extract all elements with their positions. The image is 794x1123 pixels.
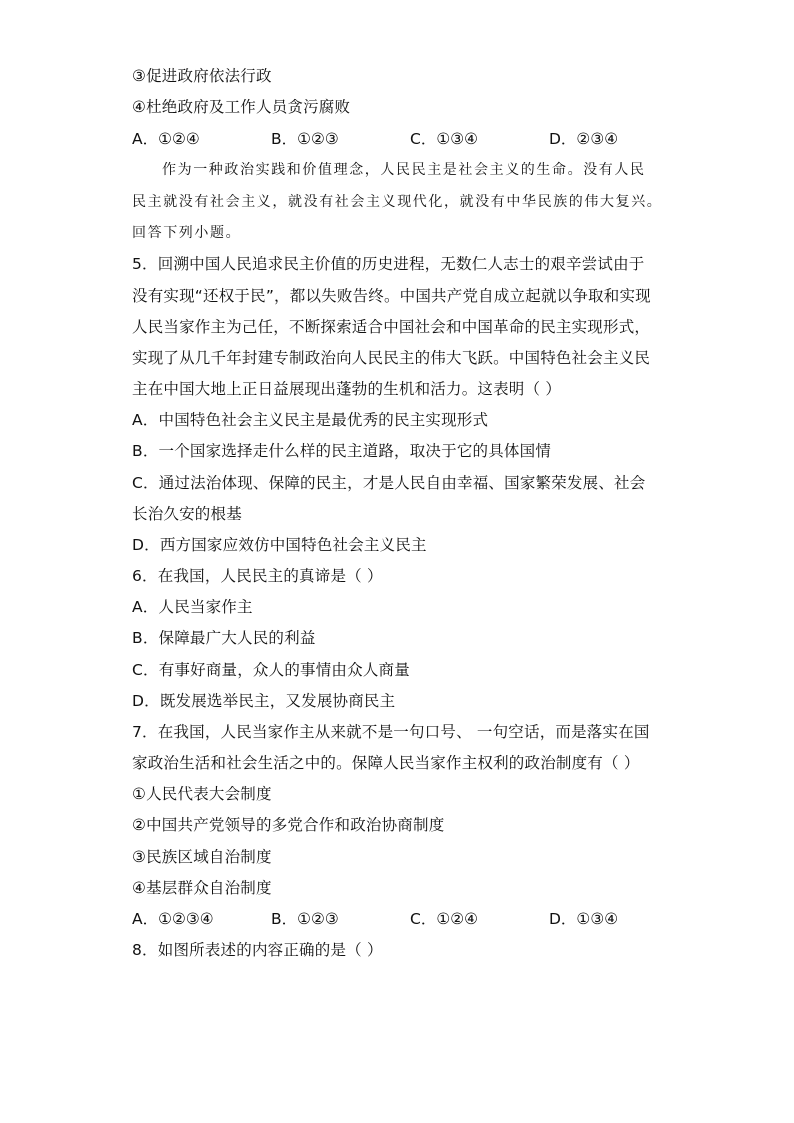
q7-option-a[interactable]: A．①②③④ xyxy=(132,910,214,928)
q6-stem: 6．在我国，人民民主的真谛是（ ） xyxy=(132,567,383,585)
q6-option-a[interactable]: A．人民当家作主 xyxy=(132,598,253,616)
prev-option-b[interactable]: B．①②③ xyxy=(271,130,339,148)
material-line-1: 作为一种政治实践和价值理念，人民民主是社会主义的生命。没有人民 xyxy=(162,162,646,178)
statement-4: ④杜绝政府及工作人员贪污腐败 xyxy=(132,98,351,116)
q5-option-a[interactable]: A．中国特色社会主义民主是最优秀的民主实现形式 xyxy=(132,411,489,429)
q5-stem-line-5: 主在中国大地上正日益展现出蓬勃的生机和活力。这表明（ ） xyxy=(132,380,562,398)
prev-option-d[interactable]: D．②③④ xyxy=(549,130,619,148)
q8-stem: 8．如图所表述的内容正确的是（ ） xyxy=(132,941,383,959)
prev-option-a[interactable]: A．①②④ xyxy=(132,130,200,148)
q5-option-c-cont: 长治久安的根基 xyxy=(132,505,242,523)
q7-stem-line-1: 7．在我国，人民当家作主从来就不是一句口号、 一句空话，而是落实在国 xyxy=(132,723,650,741)
q7-option-d[interactable]: D．①③④ xyxy=(549,910,619,928)
q7-stem-line-2: 家政治生活和社会生活之中的。保障人民当家作主权利的政治制度有（ ） xyxy=(132,754,640,772)
q7-statement-1: ①人民代表大会制度 xyxy=(132,785,272,803)
q7-statement-4: ④基层群众自治制度 xyxy=(132,879,272,897)
q7-option-b[interactable]: B．①②③ xyxy=(271,910,339,928)
q7-statement-2: ②中国共产党领导的多党合作和政治协商制度 xyxy=(132,816,445,834)
q6-option-d[interactable]: D．既发展选举民主，又发展协商民主 xyxy=(132,692,396,710)
q5-option-c[interactable]: C．通过法治体现、保障的民主，才是人民自由幸福、国家繁荣发展、社会 xyxy=(132,474,646,492)
material-line-3: 回答下列小题。 xyxy=(132,225,242,241)
q5-stem-line-1: 5．回溯中国人民追求民主价值的历史进程，无数仁人志士的艰辛尝试由于 xyxy=(132,255,645,273)
q5-option-d[interactable]: D．西方国家应效仿中国特色社会主义民主 xyxy=(132,536,427,554)
q7-option-c[interactable]: C．①②④ xyxy=(410,910,479,928)
q7-statement-3: ③民族区域自治制度 xyxy=(132,848,272,866)
statement-3: ③促进政府依法行政 xyxy=(132,67,272,85)
q5-stem-line-2: 没有实现“还权于民”，都以失败告终。中国共产党自成立起就以争取和实现 xyxy=(132,287,651,305)
q5-stem-line-3: 人民当家作主为己任，不断探索适合中国社会和中国革命的民主实现形式， xyxy=(132,318,651,336)
q5-stem-line-4: 实现了从几千年封建专制政治向人民民主的伟大飞跃。中国特色社会主义民 xyxy=(132,349,651,367)
q5-option-b[interactable]: B．一个国家选择走什么样的民主道路，取决于它的具体国情 xyxy=(132,442,552,460)
q6-option-c[interactable]: C．有事好商量，众人的事情由众人商量 xyxy=(132,661,410,679)
material-line-2: 民主就没有社会主义，就没有社会主义现代化，就没有中华民族的伟大复兴。 xyxy=(132,194,663,210)
q6-option-b[interactable]: B．保障最广大人民的利益 xyxy=(132,629,316,647)
prev-option-c[interactable]: C．①③④ xyxy=(410,130,479,148)
